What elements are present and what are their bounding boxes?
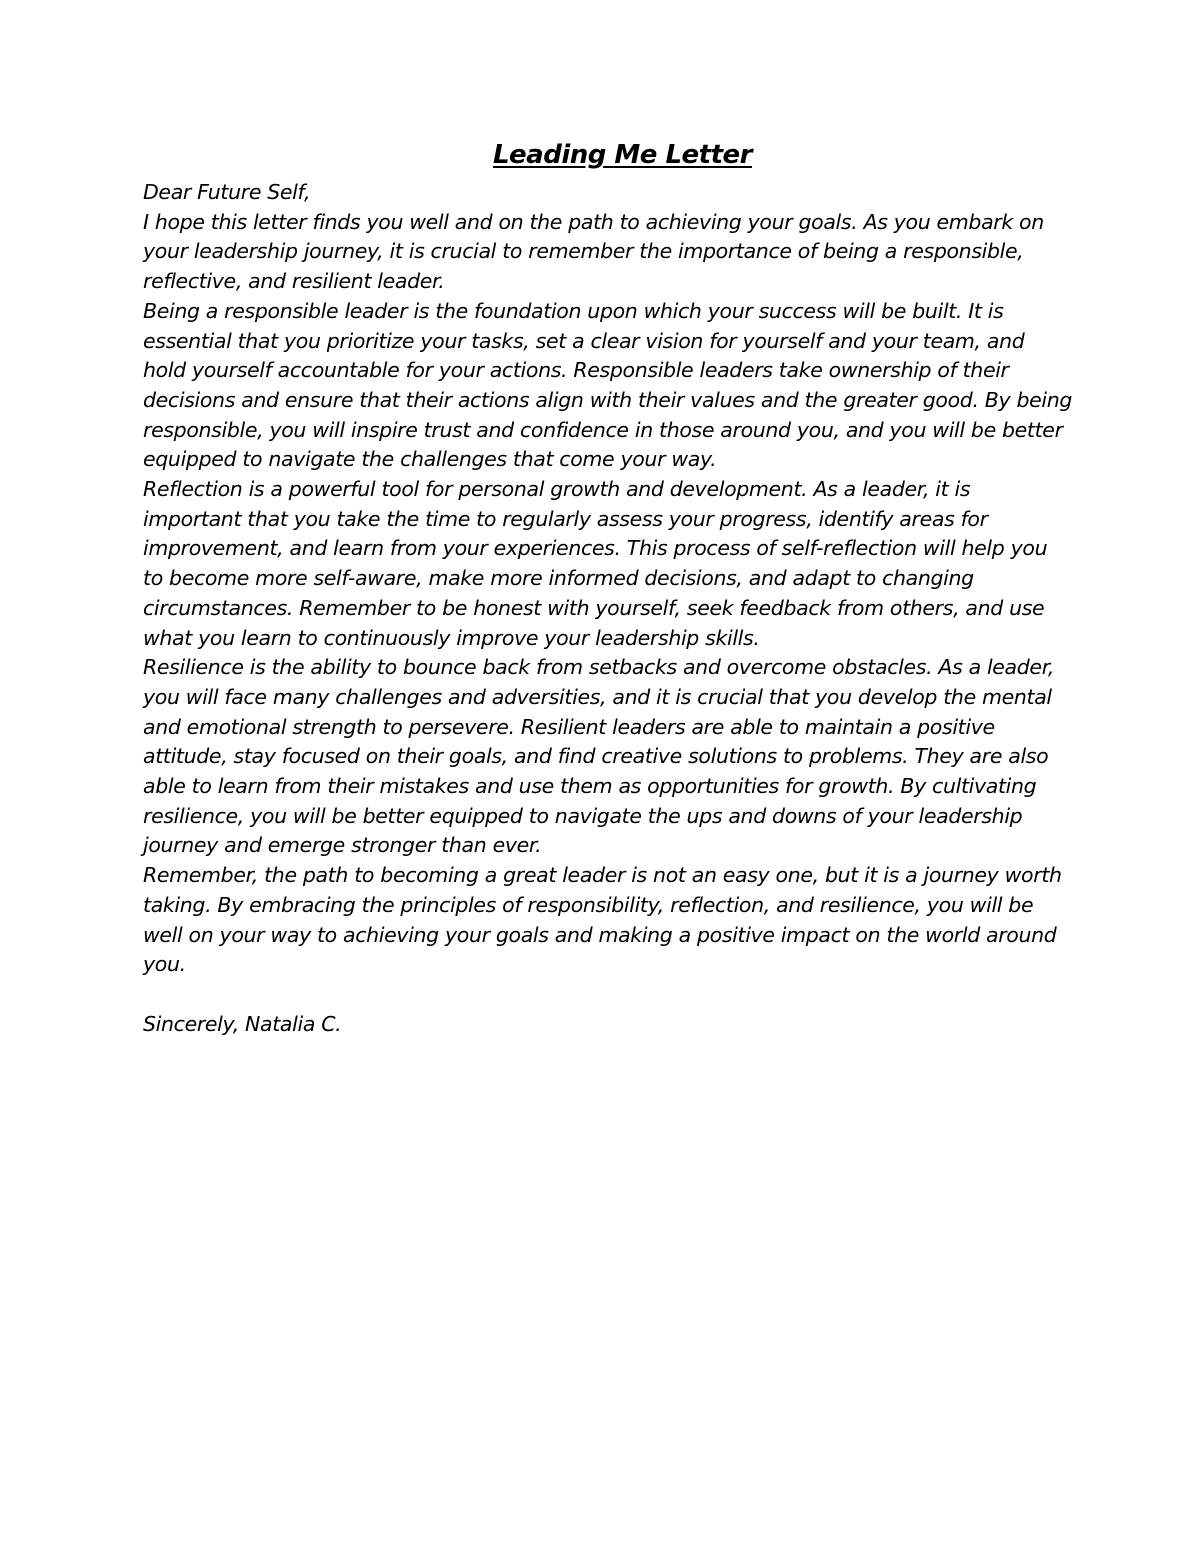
letter-salutation: Dear Future Self,	[143, 180, 311, 204]
letter-body	[143, 178, 1073, 1039]
paragraph-intro: I hope this letter finds you well and on the path to achieving your goals. As you embark on your leadership journey, it is crucial to remember the importance of being a responsible, reflective, and resilient leader.	[143, 209, 1044, 294]
document-title: Leading Me Letter	[492, 140, 752, 170]
paragraph-reflection: Reflection is a powerful tool for personal growth and development. As a leader, it is important that you take the time to regularly assess your progress, identify areas for improvement, and learn from your experiences. This process of self-reflection will help you to become more self-aware, make more informed decisions, and adapt to changing circumstances. Remember to be honest with yourself, seek feedback from others, and use what you learn to continuously improve your leadership skills.	[143, 477, 1048, 650]
blank-line	[143, 980, 1073, 1010]
paragraph-resilience: Resilience is the ability to bounce back from setbacks and overcome obstacles. As a leader, you will face many challenges and adversities, and it is crucial that you develop the mental and emotional strength to persevere. Resilient leaders are able to maintain a positive attitude, stay focused on their goals, and find creative solutions to problems. They are also able to learn from their mistakes and use them as opportunities for growth. By cultivating resilience, you will be better equipped to navigate the ups and downs of your leadership journey and emerge stronger than ever.	[143, 655, 1055, 858]
paragraph-conclusion: Remember, the path to becoming a great leader is not an easy one, but it is a journey worth taking. By embracing the principles of responsibility, reflection, and resilience, you will be well on your way to achieving your goals and making a positive impact on the world around you.	[143, 863, 1062, 977]
letter-closing: Sincerely, Natalia C.	[143, 1011, 342, 1036]
paragraph-responsibility: Being a responsible leader is the foundation upon which your success will be built. It is essential that you prioritize your tasks, set a clear vision for yourself and your team, and hold yourself accountable for your actions. Responsible leaders take ownership of their decisions and ensure that their actions align with their values and the greater good. By being responsible, you will inspire trust and confidence in those around you, and you will be better equipped to navigate the challenges that come your way.	[143, 298, 1073, 472]
